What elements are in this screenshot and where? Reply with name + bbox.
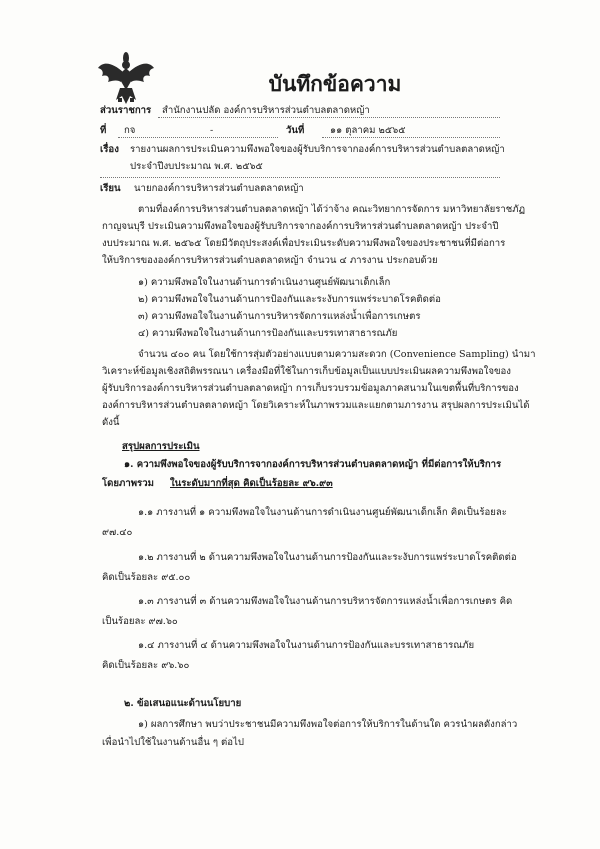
summary-point-1-line-1: ๑. ความพึงพอใจของผู้รับบริการจากองค์การบริหารส่วนตำบลตลาดหญ้า ที่มีต่อการให้บริการ <box>124 459 502 470</box>
to-value: นายกองค์การบริหารส่วนตำบลตลาดหญ้า <box>134 183 304 194</box>
date-dotted-line <box>322 137 500 138</box>
paragraph-1-line-2: กาญจนบุรี ประเมินความพึงพอใจของผู้รับบริการจากองค์การบริหารส่วนตำบลตลาดหญ้า ประจำปี <box>102 221 499 232</box>
paragraph-2-line-1: จำนวน ๔๐๐ คน โดยใช้การสุ่มตัวอย่างแบบตามความสะดวก (Convenience Sampling) นำมา <box>138 349 536 360</box>
sub-result-3-line-1: ๑.๓ ภารงานที่ ๓ ด้านความพึงพอใจในงานด้านการบริหารจัดการแหล่งน้ำเพื่อการเกษตร คิด <box>138 596 513 607</box>
agency-value: สำนักงานปลัด องค์การบริหารส่วนตำบลตลาดหญ้า <box>162 105 370 116</box>
date-value: ๑๑ ตุลาคม ๒๕๖๕ <box>330 125 406 136</box>
subject-label: เรื่อง <box>100 144 119 155</box>
ref-value: กจ <box>124 125 136 136</box>
memo-title: บันทึกข้อความ <box>268 71 402 96</box>
ref-dotted-line <box>118 137 278 138</box>
subject-line-1: รายงานผลการประเมินความพึงพอใจของผู้รับบริการจากองค์การบริหารส่วนตำบลตลาดหญ้า <box>130 144 505 155</box>
paragraph-1-line-4: ให้บริการขององค์การบริหารส่วนตำบลตลาดหญ้า จำนวน ๔ ภารงาน ประกอบด้วย <box>102 255 438 266</box>
paragraph-1-line-1: ตามที่องค์การบริหารส่วนตำบลตลาดหญ้า ได้ว่าจ้าง คณะวิทยาการจัดการ มหาวิทยาลัยราชภัฏ <box>138 204 526 215</box>
agency-dotted-line <box>158 117 500 118</box>
agency-label: ส่วนราชการ <box>100 105 152 116</box>
paragraph-2-line-3: ผู้รับบริการองค์การบริหารส่วนตำบลตลาดหญ้า การเก็บรวบรวมข้อมูลภาคสนามในเขตพื้นที่บริการของ <box>102 383 519 394</box>
summary-heading: สรุปผลการประเมิน <box>122 441 200 452</box>
sub-result-2-line-2: คิดเป็นร้อยละ ๙๕.๐๐ <box>102 572 191 583</box>
sub-result-3-line-2: เป็นร้อยละ ๙๗.๖๐ <box>102 616 178 627</box>
to-label: เรียน <box>100 183 121 194</box>
summary-point-1-label: โดยภาพรวม <box>102 478 154 489</box>
task-item-3: ๓) ความพึงพอใจในงานด้านการบริหารจัดการแหล่งน้ำเพื่อการเกษตร <box>138 311 421 322</box>
recommend-line-1: ๑) ผลการศึกษา พบว่าประชาชนมีความพึงพอใจต่อการให้บริการในด้านใด ควรนำผลดังกล่าว <box>138 719 518 730</box>
task-item-2: ๒) ความพึงพอใจในงานด้านการป้องกันและระงับการแพร่ระบาดโรคติดต่อ <box>138 294 441 305</box>
sub-result-2-line-1: ๑.๒ ภารงานที่ ๒ ด้านความพึงพอใจในงานด้านการป้องกันและระงับการแพร่ระบาดโรคติดต่อ <box>138 552 517 563</box>
date-label: วันที่ <box>286 125 305 136</box>
paragraph-1-line-3: งบประมาณ พ.ศ. ๒๕๖๕ โดยมีวัตถุประสงค์เพื่อประเมินระดับความพึงพอใจของประชาชนที่มีต่อการ <box>102 238 506 249</box>
sub-result-1-line-1: ๑.๑ ภารงานที่ ๑ ความพึงพอใจในงานด้านการดำเนินงานศูนย์พัฒนาเด็กเล็ก คิดเป็นร้อยละ <box>138 507 507 518</box>
ref-dash: - <box>210 125 214 136</box>
sub-result-4-line-2: คิดเป็นร้อยละ ๙๖.๖๐ <box>102 660 190 671</box>
task-item-1: ๑) ความพึงพอใจในงานด้านการดำเนินงานศูนย์พัฒนาเด็กเล็ก <box>138 277 391 288</box>
subject-line-2: ประจำปีงบประมาณ พ.ศ. ๒๕๖๕ <box>130 161 263 172</box>
sub-result-1-line-2: ๙๗.๔๐ <box>102 527 133 538</box>
recommend-heading: ๒. ข้อเสนอแนะด้านนโยบาย <box>124 698 242 709</box>
paragraph-2-line-5: ดังนี้ <box>102 417 120 428</box>
paragraph-2-line-2: วิเคราะห์ข้อมูลเชิงสถิติพรรณนา เครื่องมือที่ใช้ในการเก็บข้อมูลเป็นแบบประเมินผลความพึงพอใจของ <box>102 366 511 377</box>
paragraph-2-line-4: องค์การบริหารส่วนตำบลตลาดหญ้า โดยวิเคราะห์ในภาพรวมและแยกตามภารงาน สรุปผลการประเมินได้ <box>102 400 530 411</box>
recommend-line-2: เพื่อนำไปใช้ในงานด้านอื่น ๆ ต่อไป <box>102 737 244 748</box>
overall-satisfaction-result: ในระดับมากที่สุด คิดเป็นร้อยละ ๙๖.๙๓ <box>170 478 333 489</box>
ref-label: ที่ <box>100 125 107 136</box>
subject-dotted-line <box>100 177 500 178</box>
sub-result-4-line-1: ๑.๔ ภารงานที่ ๔ ด้านความพึงพอใจในงานด้านการป้องกันและบรรเทาสาธารณภัย <box>138 640 475 651</box>
task-item-4: ๔) ความพึงพอใจในงานด้านการป้องกันและบรรเทาสาธารณภัย <box>138 328 398 339</box>
